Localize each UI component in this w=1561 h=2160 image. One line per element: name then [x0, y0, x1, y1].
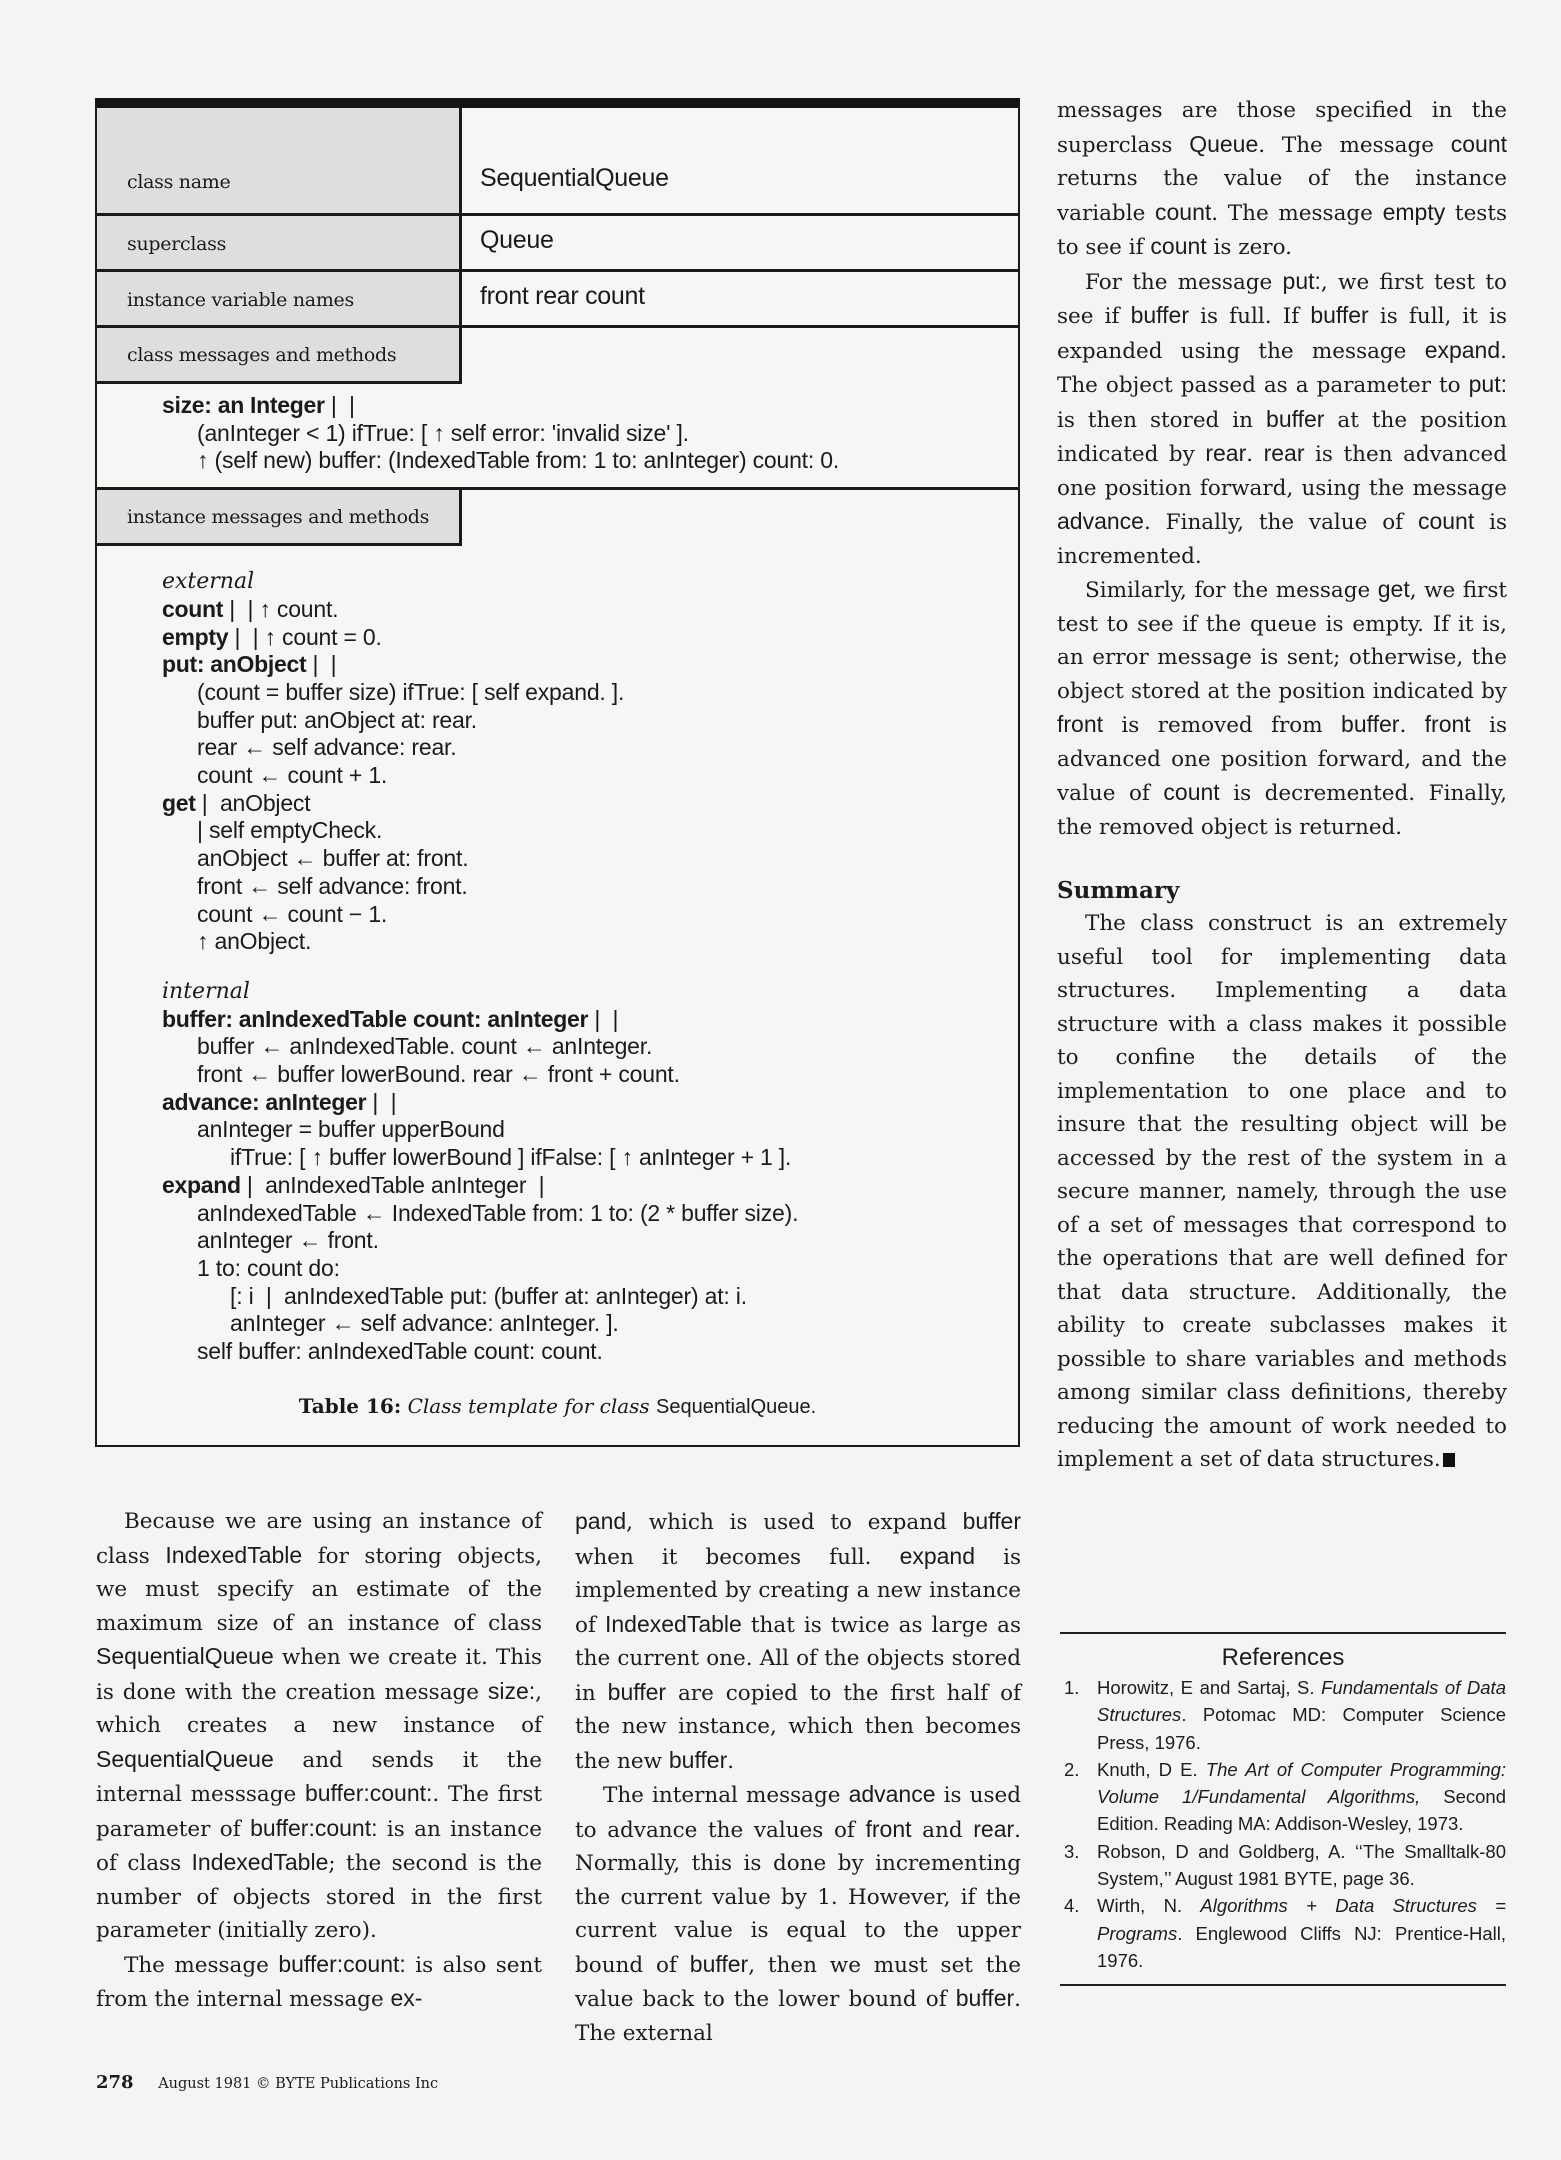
method-body: buffer put: anObject at: rear. — [197, 706, 477, 733]
table-row-class-name — [97, 108, 1018, 216]
method-body: count ← count − 1. — [197, 900, 388, 927]
code-term: buffer — [607, 1678, 667, 1705]
code-term: buffer — [689, 1950, 749, 1977]
references-heading: References — [1221, 1644, 1345, 1671]
paragraph: The message buffer:count: is also sent from the internal message ex- — [96, 1950, 543, 2012]
code-line — [97, 1338, 1018, 1366]
code-line — [97, 1310, 1018, 1338]
code-term: buffer — [1341, 711, 1400, 737]
code-term: advance — [1057, 508, 1144, 534]
method-body: | | ↑ count. — [223, 595, 339, 622]
code-term: front — [865, 1815, 912, 1842]
method-selector: buffer: anIndexedTable count: anInteger — [162, 1005, 589, 1032]
class-methods-header — [97, 328, 1018, 384]
instance-methods-header — [97, 490, 1018, 546]
paragraph: The internal message advance is used to advance the values of front and rear. Normally, this is done by incrementing the current value by 1. However, if the current value is equal to the upper bound of buffer, then we must set the value back to the lower bound of buffer. The external — [575, 1781, 1021, 2046]
reference-text: Horowitz, E and Sartaj, S. Fundamentals of Data Structures. Potomac MD: Computer Science Press, 1976. — [1097, 1677, 1506, 1753]
code-term: IndexedTable — [191, 1849, 329, 1875]
code-term: front — [1424, 711, 1471, 737]
section-label-external: external — [162, 569, 255, 595]
code-term: pand — [575, 1508, 627, 1534]
italic-title: The Art of Computer Programming: Volume 1/Fundamental Algorithms, — [1097, 1758, 1506, 1808]
external-methods — [97, 596, 1018, 956]
row-label: class name — [97, 108, 462, 213]
reference-text: Wirth, N. Algorithms + Data Structures = Programs. Englewood Cliffs NJ: Prentice-Hall, 1976. — [1097, 1895, 1506, 1971]
code-line — [97, 1255, 1018, 1283]
code-term: ex- — [390, 1985, 423, 2011]
method-body: | | — [588, 1005, 619, 1032]
code-term: buffer:count: — [304, 1780, 433, 1806]
table-row-superclass — [97, 216, 1018, 272]
code-term: SequentialQueue — [96, 1643, 274, 1669]
reference-text: Robson, D and Goldberg, A. ‘‘The Smalltalk-80 System,’’ August 1981 BYTE, page 36. — [1097, 1840, 1506, 1890]
code-term: size: — [487, 1677, 536, 1704]
code-term: count — [1155, 198, 1212, 225]
code-term: front — [1057, 711, 1104, 737]
code-line — [97, 392, 1018, 420]
code-line — [97, 420, 1018, 448]
method-selector: advance: anInteger — [162, 1088, 367, 1115]
code-line — [97, 734, 1018, 762]
code-line — [97, 447, 1018, 475]
code-line — [97, 1283, 1018, 1311]
code-term: buffer — [668, 1746, 728, 1773]
code-term: rear — [973, 1815, 1015, 1842]
footer-text: August 1981 © BYTE Publications Inc — [158, 2076, 439, 2092]
paragraph: messages are those specified in the superclass Queue. The message count returns the value of the instance variable count. The message empty tests to see if count is zero. — [1057, 98, 1508, 260]
table-row-instance-variables — [97, 272, 1018, 328]
code-term: SequentialQueue — [96, 1745, 274, 1772]
internal-methods — [97, 1006, 1018, 1366]
reference-item — [1060, 1838, 1506, 1893]
code-term: buffer — [1130, 302, 1189, 328]
method-body: [: i | anIndexedTable put: (buffer at: anInteger) at: i. — [230, 1282, 747, 1309]
code-line — [97, 1200, 1018, 1228]
code-term: IndexedTable — [604, 1610, 742, 1637]
reference-number: 1. — [1064, 1677, 1080, 1698]
paragraph: Similarly, for the message get, we first test to see if the queue is empty. If it is, an error message is sent; otherwise, the object stored at the position indicated by front is removed from buffer. front is advanced one position forward, and the value of count is decremented. Finally, the removed object is returned. — [1057, 576, 1508, 840]
summary-text: The class construct is an extremely useful tool for implementing data structures. Implementing a data structure with a class makes it possible to confine the details of the implementation to one place and to insure that the resulting object will be accessed by the rest of the system in a secure manner, namely, through the use of a set of messages that correspond to the operations that are well defined for that data structure. Additionally, the ability to create subclasses makes it possible to share variables and methods among similar class definitions, thereby reducing the amount of work needed to implement a set of data structures. — [1057, 911, 1507, 1472]
code-line — [97, 928, 1018, 956]
code-line — [97, 1172, 1018, 1200]
code-line — [97, 1006, 1018, 1034]
code-line — [97, 596, 1018, 624]
code-term: buffer — [1266, 405, 1325, 432]
code-line — [97, 651, 1018, 679]
method-body: ifTrue: [ ↑ buffer lowerBound ] ifFalse: [ ↑ anInteger + 1 ]. — [230, 1144, 792, 1171]
references-list — [1060, 1674, 1506, 1974]
reference-item — [1060, 1756, 1506, 1838]
reference-number: 4. — [1064, 1895, 1080, 1917]
code-term: Queue — [1189, 130, 1259, 157]
row-value: front rear count — [480, 282, 645, 310]
code-line — [97, 1089, 1018, 1117]
caption-classname: SequentialQueue. — [656, 1395, 817, 1418]
reference-number: 2. — [1064, 1758, 1080, 1780]
reference-number: 3. — [1064, 1840, 1080, 1862]
code-line — [97, 707, 1018, 735]
paragraph: Because we are using an instance of class IndexedTable for storing objects, we must specify an estimate of the maximum size of an instance of class SequentialQueue when we create it. This is done with the creation message size:, which creates a new instance of SequentialQueue and sends it the internal messsage buffer:count:. The first parameter of buffer:count: is an instance of class IndexedTable; the second is the number of objects stored in the first parameter (initially zero). — [96, 1509, 543, 1943]
reference-text: Knuth, D E. The Art of Computer Programming: Volume 1/Fundamental Algorithms, Second Edition. Reading MA: Addison-Wesley, 1973. — [1097, 1758, 1506, 1835]
column-left — [96, 1505, 542, 2017]
code-term: count — [1450, 130, 1508, 157]
method-body: anIndexedTable ← IndexedTable from: 1 to: (2 * buffer size). — [197, 1199, 799, 1226]
method-selector: count — [162, 595, 224, 622]
code-term: buffer — [962, 1508, 1021, 1534]
code-term: buffer — [1310, 302, 1369, 328]
method-body: | | ↑ count = 0. — [228, 623, 382, 650]
method-body: (anInteger < 1) ifTrue: [ ↑ self error: 'invalid size' ]. — [197, 419, 689, 446]
method-selector: empty — [162, 623, 229, 650]
method-selector: expand — [162, 1171, 241, 1198]
code-line — [97, 1116, 1018, 1144]
method-selector: get — [162, 789, 196, 816]
method-body: | | — [366, 1088, 397, 1115]
method-body: anInteger = buffer upperBound — [197, 1116, 505, 1143]
code-term: expand — [899, 1542, 976, 1569]
code-term: count — [1163, 779, 1220, 805]
row-label: superclass — [97, 216, 462, 269]
section-label-internal: internal — [162, 978, 250, 1004]
code-line — [97, 1144, 1018, 1172]
summary-heading: Summary — [1057, 877, 1180, 904]
method-body: (count = buffer size) ifTrue: [ self expand. ]. — [197, 678, 625, 705]
caption-number: Table 16: — [298, 1393, 402, 1418]
code-line — [97, 790, 1018, 818]
table-caption — [97, 1394, 1018, 1419]
end-mark-icon — [1443, 1453, 1455, 1467]
method-body: | anIndexedTable anInteger | — [240, 1171, 545, 1198]
method-body: | anObject — [195, 789, 311, 816]
code-line — [97, 1033, 1018, 1061]
method-body: anObject ← buffer at: front. — [197, 845, 469, 872]
code-term: put: — [1282, 267, 1321, 294]
column-right — [1057, 94, 1507, 1477]
row-value: SequentialQueue — [480, 164, 669, 192]
references-box — [1060, 1632, 1506, 1986]
column-middle — [575, 1505, 1021, 2050]
method-body: anInteger ← self advance: anInteger. ]. — [230, 1310, 619, 1337]
method-body: | | — [324, 392, 355, 418]
code-term: rear — [1263, 440, 1305, 466]
code-line — [97, 624, 1018, 652]
code-line — [97, 873, 1018, 901]
reference-item — [1060, 1674, 1506, 1756]
method-body: front ← self advance: front. — [197, 872, 468, 899]
code-line — [97, 817, 1018, 845]
code-term: advance — [848, 1781, 936, 1807]
italic-title: Fundamentals of Data Structures — [1097, 1677, 1506, 1726]
code-term: rear — [1205, 440, 1247, 466]
code-term: put: — [1468, 371, 1507, 397]
summary-paragraph — [1057, 907, 1507, 1477]
code-term: buffer:count: — [250, 1814, 378, 1841]
page-footer — [96, 2072, 438, 2093]
method-body: front ← buffer lowerBound. rear ← front + count. — [197, 1061, 680, 1088]
method-body: | | — [306, 651, 337, 678]
method-body: 1 to: count do: — [197, 1254, 340, 1281]
caption-text: Class template for class — [407, 1393, 650, 1418]
code-term: expand — [1424, 336, 1501, 363]
code-term: count — [1417, 508, 1475, 534]
method-body: anInteger ← front. — [197, 1227, 379, 1254]
method-body: ↑ (self new) buffer: (IndexedTable from: 1 to: anInteger) count: 0. — [197, 447, 840, 474]
code-term: IndexedTable — [165, 1541, 303, 1568]
row-value: Queue — [480, 226, 554, 254]
row-label: instance variable names — [97, 272, 462, 325]
row-label: instance messages and methods — [97, 490, 462, 546]
method-body: buffer ← anIndexedTable. count ← anInteger. — [197, 1033, 653, 1060]
italic-title: Algorithms + Data Structures = Programs — [1097, 1895, 1506, 1944]
instance-methods-code — [97, 546, 1018, 1366]
paragraph: pand, which is used to expand buffer when it becomes full. expand is implemented by creating a new instance of IndexedTable that is twice as large as the current one. All of the objects stored in buffer are copied to the first half of the new instance, which then becomes the new buffer. — [575, 1508, 1021, 1774]
method-body: count ← count + 1. — [197, 762, 388, 789]
class-template-table — [95, 98, 1020, 1447]
code-line — [97, 762, 1018, 790]
method-body: | self emptyCheck. — [197, 817, 383, 844]
code-line — [97, 901, 1018, 929]
code-line — [97, 1061, 1018, 1089]
reference-item — [1060, 1892, 1506, 1974]
method-body: ↑ anObject. — [197, 928, 312, 955]
method-body: self buffer: anIndexedTable count: count. — [197, 1338, 603, 1365]
method-body: rear ← self advance: rear. — [197, 734, 457, 761]
code-term: count — [1150, 233, 1207, 259]
paragraph: For the message put:, we first test to see if buffer is full. If buffer is full, it is expanded using the message expand. The object passed as a parameter to put: is then stored in buffer at the position indicated by rear. rear is then advanced one position forward, using the message advance. Finally, the value of count is incremented. — [1057, 267, 1507, 569]
method-selector: size: an Integer — [162, 392, 325, 418]
class-methods-code — [97, 384, 1018, 490]
code-term: buffer — [955, 1985, 1015, 2011]
code-line — [97, 1227, 1018, 1255]
page-number: 278 — [96, 2072, 134, 2093]
code-term: empty — [1382, 198, 1446, 225]
code-term: buffer:count: — [278, 1950, 406, 1977]
row-label: class messages and methods — [97, 328, 462, 384]
code-line — [97, 845, 1018, 873]
code-line — [97, 679, 1018, 707]
method-selector: put: anObject — [162, 651, 307, 678]
code-term: get — [1377, 576, 1410, 602]
